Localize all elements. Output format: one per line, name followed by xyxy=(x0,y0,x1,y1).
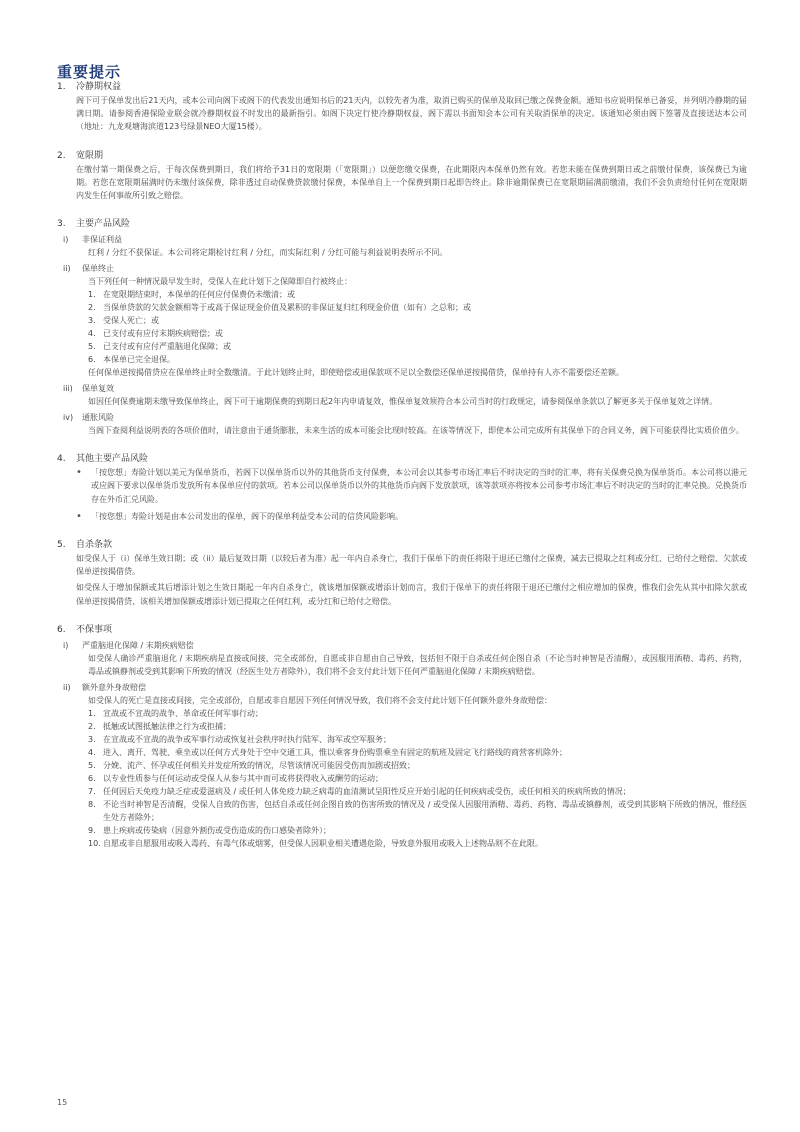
list-item-number: 6. xyxy=(88,355,96,365)
list-item-text: 当保单贷款的欠款金额相等于或高于保证现金价值及累积的非保证复归红利现金价值（如有）之总和；或 xyxy=(103,303,471,313)
list-item xyxy=(88,746,747,759)
list-item-text: 已支付或有应付末期疾病赔偿；或 xyxy=(103,329,223,339)
subsection xyxy=(63,262,747,379)
subsection-number: ii) xyxy=(63,682,71,692)
subsection-intro: 当下列任何一种情况最早发生时，受保人在此计划下之保障即自行被终止： xyxy=(88,277,352,287)
subsection-heading xyxy=(63,382,747,395)
bullet-dot-icon: • xyxy=(76,510,82,522)
list-item-number: 5. xyxy=(88,760,96,770)
list-item-text: 不论当时神智是否清醒，受保人自致的伤害，包括自杀或任何企图自致的伤害所致的情况及 / 或受保人因服用酒精、毒药、药物、毒品或镇静剂，或受到其影响下所致的情况，惟经医生处方者除外； xyxy=(103,799,747,822)
section xyxy=(57,452,747,523)
subsection xyxy=(63,233,747,259)
subsection-list xyxy=(88,288,747,366)
subsection-heading xyxy=(63,639,747,652)
subsection-title: 非保证利益 xyxy=(82,235,122,245)
section-number: 4. xyxy=(57,454,66,465)
numbered-list xyxy=(88,707,747,850)
subsection-heading xyxy=(63,681,747,694)
page-title: 重要提示 xyxy=(57,63,122,81)
list-item xyxy=(88,733,747,746)
list-item-number: 8. xyxy=(88,799,96,809)
list-item-number: 7. xyxy=(88,786,96,796)
list-item-number: 3. xyxy=(88,316,96,326)
section-heading xyxy=(57,217,747,231)
document-body xyxy=(57,80,747,865)
section-title: 宽限期 xyxy=(76,150,104,161)
list-item-text: 已支付或有应付严重脑退化保障；或 xyxy=(103,342,231,352)
subsection xyxy=(63,411,747,437)
list-item-text: 进入、离开、驾驶、乘坐或以任何方式身处于空中交通工具，惟以乘客身份购票乘坐有固定的航班及固定飞行路线的商营客机除外； xyxy=(103,747,567,757)
subsection-body: 如因任何保费逾期未缴导致保单终止，阁下可于逾期保费的到期日起2年内申请复效，惟保单复效须符合本公司当时的行政规定，请参阅保单条款以了解更多关于保单复效之详情。 xyxy=(88,397,718,407)
list-item xyxy=(88,327,747,340)
list-item-text: 患上疾病或传染病（因意外割伤或受伤造成的伤口感染者除外）； xyxy=(103,825,331,835)
list-item xyxy=(88,314,747,327)
list-item xyxy=(88,707,747,720)
list-item-text: 抵触或试图抵触法律之行为或拒捕； xyxy=(103,721,231,731)
subsection-number: iii) xyxy=(63,384,73,394)
list-item xyxy=(88,759,747,772)
section-paragraph: 如受保人于增加保额或其后增添计划之生效日期起一年内自杀身亡，就该增加保额或增添计划而言，我们于保单下的责任将限于退还已缴付之相应增加的保费，惟我们会先从其中扣除欠款或保单逆按揭借贷、该相关增加保额或增添计划已提取之任何红利，或分红和已给付之赔偿。 xyxy=(76,583,747,606)
list-item xyxy=(88,288,747,301)
bullet-item xyxy=(76,466,747,506)
section-number: 2. xyxy=(57,150,66,161)
subsection xyxy=(63,681,747,850)
bullet-item xyxy=(76,510,747,523)
list-item xyxy=(88,824,747,837)
list-item-text: 自愿或非自愿服用或吸入毒药、有毒气体或烟雾，但受保人因职业相关遭遇危险，导致意外服用或吸入上述物品则不在此限。 xyxy=(103,838,543,848)
section-heading xyxy=(57,80,747,94)
section-paragraph: 如受保人于（i）保单生效日期；或（ii）最后复效日期（以较后者为准）起一年内自杀身亡，我们于保单下的责任将限于退还已缴付之保费，减去已提取之红利或分红、已给付之赔偿、欠款或保单逆按揭借贷。 xyxy=(76,554,747,577)
subsection-intro: 如受保人的死亡是直接或间接，完全或部份，自愿或非自愿因下列任何情况导致，我们将不会支付此计划下任何额外意外身故赔偿： xyxy=(88,695,552,705)
list-item-number: 2. xyxy=(88,721,96,731)
list-item-text: 任何因后天免疫力缺乏症或爱滋病及 / 或任何人体免疫力缺乏病毒的血清测试呈阳性反应开始引起的任何疾病或受伤，或任何相关的疾病所致的情况； xyxy=(103,786,631,796)
section-paragraph: 阁下可于保单发出后21天内，或本公司向阁下或阁下的代表发出通知书后的21天内，以较先者为准，取消已购买的保单及取回已缴之保费金额。通知书应说明保单已备妥，并列明冷静期的届满日期。请参阅香港保险业联会就冷静期权益不时发出的最新指引。如阁下决定行使冷静期权益，阁下需以书面知会本公司有关取消保单的决定。该通知必须由阁下签署及直接送达本公司（地址：九龙观塘海滨道123号绿景NEO大厦15楼）。 xyxy=(76,96,747,132)
list-item xyxy=(88,772,747,785)
list-item-number: 4. xyxy=(88,747,96,757)
list-item-number: 10. xyxy=(88,838,101,848)
section-heading xyxy=(57,149,747,163)
subsection-title: 严重脑退化保障 / 末期疾病赔偿 xyxy=(82,640,194,650)
subsection xyxy=(63,639,747,678)
subsection-title: 保单终止 xyxy=(82,264,114,274)
list-item xyxy=(88,720,747,733)
list-item-number: 4. xyxy=(88,329,96,339)
list-item-text: 受保人死亡；或 xyxy=(103,316,159,326)
bullet-text: 「按您想」寿险计划是由本公司发出的保单，阁下的保单利益受本公司的信贷风险影响。 xyxy=(91,511,403,521)
subsection-number: i) xyxy=(63,640,69,650)
section xyxy=(57,623,747,850)
list-item-number: 1. xyxy=(88,708,96,718)
list-item-text: 分娩、流产、怀孕或任何相关并发症所致的情况，尽管该情况可能因受伤而加剧或招致； xyxy=(103,760,415,770)
section-heading xyxy=(57,623,747,637)
list-item xyxy=(88,301,747,314)
page-number: 15 xyxy=(57,1098,68,1107)
section-title: 主要产品风险 xyxy=(76,219,131,230)
section-number: 1. xyxy=(57,82,66,92)
list-item xyxy=(88,340,747,353)
list-item-text: 宣战或不宣战的战争、革命或任何军事行动； xyxy=(103,708,263,718)
list-item-text: 以专业性质参与任何运动或受保人从参与其中而可或将获得收入或酬劳的运动； xyxy=(103,773,383,783)
list-item-text: 本保单已完全退保。 xyxy=(103,355,175,365)
bullet-text: 「按您想」寿险计划以美元为保单货币，若阁下以保单货币以外的其他货币支付保费，本公司会以其参考市场汇率后不时决定的当时的汇率，将有关保费兑换为保单货币。本公司将以港元或应阁下要求以保单货币发放所有本保单应付的款项。若本公司以保单货币以外的其他货币向阁下发放款项，该等款项亦将按本公司参考市场汇率后不时决定的当时的汇率兑换。兑换货币存在外币汇兑风险。 xyxy=(91,468,747,504)
subsection-heading xyxy=(63,411,747,424)
bullet-dot-icon: • xyxy=(76,467,82,479)
section-title: 自杀条款 xyxy=(76,540,113,551)
list-item-text: 在宣战或不宣战的战争或军事行动或恢复社会秩序时执行陆军、海军或空军服务； xyxy=(103,734,391,744)
list-item xyxy=(88,785,747,798)
subsection-heading xyxy=(63,233,747,246)
section-title: 其他主要产品风险 xyxy=(76,454,149,465)
section xyxy=(57,538,747,608)
subsection-number: i) xyxy=(63,235,69,245)
subsection-list xyxy=(88,707,747,850)
subsection-title: 保单复效 xyxy=(82,384,114,394)
subsection-body: 红利 / 分红不获保证。本公司将定期检讨红利 / 分红，而实际红利 / 分红可能与利益说明表所示不同。 xyxy=(88,248,448,258)
section-number: 6. xyxy=(57,624,66,635)
list-item-number: 3. xyxy=(88,734,96,744)
list-item xyxy=(88,837,747,850)
section-title: 冷静期权益 xyxy=(76,82,122,92)
subsection-title: 额外意外身故赔偿 xyxy=(82,682,146,692)
section xyxy=(57,149,747,203)
list-item-number: 9. xyxy=(88,825,96,835)
section-number: 5. xyxy=(57,540,66,551)
section-heading xyxy=(57,538,747,552)
list-item-number: 2. xyxy=(88,303,96,313)
bullet-list xyxy=(76,466,747,523)
section-title: 不保事项 xyxy=(76,624,113,635)
list-item-number: 1. xyxy=(88,290,96,300)
subsection-heading xyxy=(63,262,747,275)
subsection-note: 任何保单逆按揭借贷应在保单终止时全数缴清。于此计划终止时，即使赔偿或退保款项不足以全数偿还保单逆按揭借贷，保单持有人亦不需要偿还差额。 xyxy=(88,368,624,378)
list-item-number: 5. xyxy=(88,342,96,352)
subsection-body: 当阁下查阅利益说明表的各项价值时，请注意由于通货膨胀，未来生活的成本可能会比现时较高。在该等情况下，即使本公司完成所有其保单下的合同义务，阁下可能获得比实质价值少。 xyxy=(88,426,744,436)
section-number: 3. xyxy=(57,219,66,230)
list-item xyxy=(88,353,747,366)
subsection-number: ii) xyxy=(63,264,71,274)
list-item-number: 6. xyxy=(88,773,96,783)
numbered-list xyxy=(88,288,747,366)
subsection-number: iv) xyxy=(63,413,74,423)
list-item-text: 在宽限期结束时，本保单的任何应付保费仍未缴清；或 xyxy=(103,290,295,300)
subsection xyxy=(63,382,747,408)
list-item xyxy=(88,798,747,824)
subsection-title: 通胀风险 xyxy=(82,413,114,423)
section xyxy=(57,217,747,437)
section-paragraph: 在缴付第一期保费之后，于每次保费到期日，我们将给予31日的宽限期（「宽限期」）以便您缴交保费，在此期限内本保单仍然有效。若您未能在保费到期日或之前缴付保费，该保费已为逾期。若您在宽限期届满时仍未缴付该保费，除非透过自动保费贷款缴付保费，本保单自上一个保费到期日起即告终止。除非逾期保费已在宽限期届满前缴清，我们不会负责给付任何在宽限期内发生任何事故所引致之赔偿。 xyxy=(76,164,747,201)
subsection-body: 如受保人确诊严重脑退化 / 末期疾病是直接或间接，完全或部份，自愿或非自愿由自己导致，包括但不限于自杀或任何企图自杀（不论当时神智是否清醒），或因服用酒精、毒药、药物，毒品或镇静剂或受到其影响下所致的情况（经医生处方者除外），我们将不会支付此计划下任何严重脑退化保障 / 末期疾病赔偿。 xyxy=(88,653,747,676)
section xyxy=(57,80,747,134)
section-heading xyxy=(57,452,747,466)
